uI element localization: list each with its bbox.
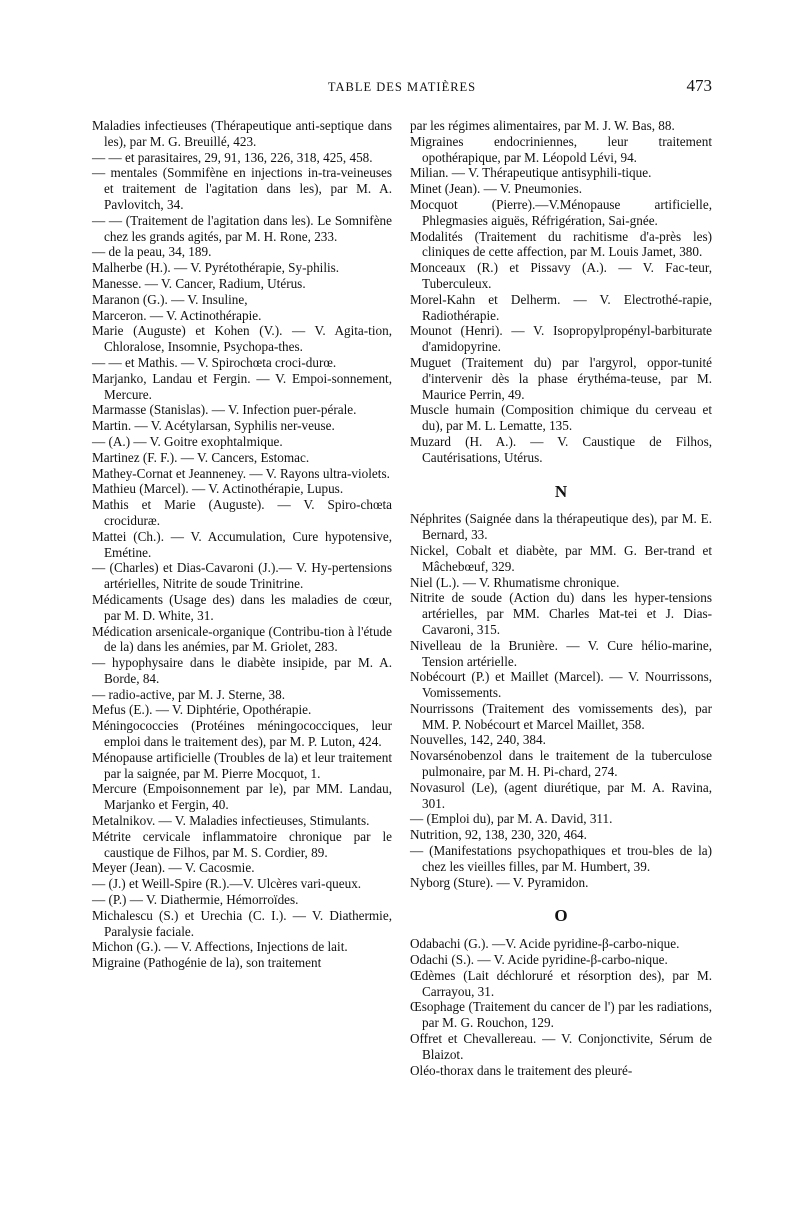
section-letter-o: O (554, 906, 568, 926)
index-entry: Muzard (H. A.). — V. Caustique de Filhos, Cautérisations, Utérus. (410, 433, 712, 465)
index-entry: — (A.) — V. Goitre exophtalmique. (92, 433, 283, 449)
index-entry: Marjanko, Landau et Fergin. — V. Empoi-sonnement, Mercure. (92, 370, 392, 402)
index-entry: — — et parasitaires, 29, 91, 136, 226, 318, 425, 458. (92, 149, 373, 165)
index-entry: Ménopause artificielle (Troubles de la) et leur traitement par la saignée, par M. Pierre Mocquot, 1. (92, 749, 392, 781)
index-entry: — de la peau, 34, 189. (92, 244, 212, 260)
index-entry: Œsophage (Traitement du cancer de l') par les radiations, par M. G. Rouchon, 129. (410, 999, 712, 1031)
index-entry: Marmasse (Stanislas). — V. Infection puer-pérale. (92, 402, 357, 418)
index-entry: — mentales (Sommifène en injections in-tra-veineuses et traitement de l'agitation dans les), par M. A. Pavlovitch, 34. (92, 165, 392, 212)
index-entry: Mattei (Ch.). — V. Accumulation, Cure hypotensive, Emétine. (92, 528, 392, 560)
index-entry: Mefus (E.). — V. Diphtérie, Opothérapie. (92, 702, 312, 718)
index-entry: Martinez (F. F.). — V. Cancers, Estomac. (92, 449, 310, 465)
index-entry: Modalités (Traitement du rachitisme d'a-près les) cliniques de cette affection, par M. Louis Jamet, 380. (410, 228, 712, 260)
index-entry: — — et Mathis. — V. Spirochœta croci-durœ. (92, 354, 337, 370)
index-entry: — (Charles) et Dias-Cavaroni (J.).— V. Hy-pertensions artérielles, Nitrite de soude Trinitrine. (92, 560, 392, 592)
left-column (92, 118, 392, 971)
index-entry: Nouvelles, 142, 240, 384. (410, 732, 546, 748)
index-entry: Migraine (Pathogénie de la), son traitement (92, 955, 322, 971)
index-entry: Mathey-Cornat et Jeanneney. — V. Rayons ultra-violets. (92, 465, 390, 481)
index-entry: par les régimes alimentaires, par M. J. W. Bas, 88. (410, 118, 675, 133)
index-entry: Morel-Kahn et Delherm. — V. Electrothé-rapie, Radiothérapie. (410, 291, 712, 323)
index-entry: Migraines endocriniennes, leur traitement opothérapique, par M. Léopold Lévi, 94. (410, 133, 712, 165)
page-number: 473 (686, 76, 712, 95)
index-entry: Nivelleau de la Brunière. — V. Cure hélio-marine, Tension artérielle. (410, 637, 712, 669)
index-entry: Nourrissons (Traitement des vomissements des), par MM. P. Nobécourt et Marcel Maillet, 358. (410, 700, 712, 732)
index-entry: Nobécourt (P.) et Maillet (Marcel). — V. Nourrissons, Vomissements. (410, 669, 712, 701)
index-entry: — (P.) — V. Diathermie, Hémorroïdes. (92, 892, 299, 908)
index-entry: Oléo-thorax dans le traitement des pleuré- (410, 1062, 633, 1078)
index-entry: — (Manifestations psychopathiques et trou-bles de la) chez les vieilles filles, par M. Humbert, 39. (410, 843, 712, 874)
index-entry: Nyborg (Sture). — V. Pyramidon. (410, 874, 589, 890)
index-entry: Odachi (S.). — V. Acide pyridine-β-carbo-nique. (410, 952, 668, 968)
index-entry: — (Emploi du), par M. A. David, 311. (410, 811, 613, 827)
index-entry: Minet (Jean). — V. Pneumonies. (410, 181, 583, 197)
index-entry: Néphrites (Saignée dans la thérapeutique des), par M. E. Bernard, 33. (410, 511, 712, 543)
index-entry: Maladies infectieuses (Thérapeutique anti-septique dans les), par M. G. Breuillé, 423. (92, 118, 392, 149)
index-entry: Mounot (Henri). — V. Isopropylpropényl-barbiturate d'amidopyrine. (410, 323, 712, 355)
index-entry: Muguet (Traitement du) par l'argyrol, oppor-tunité d'intervenir dès la phase érythéma-teuse, par M. Maurice Perrin, 49. (410, 354, 712, 402)
index-entry: Monceaux (R.) et Pissavy (A.). — V. Fac-teur, Tuberculeux. (410, 260, 712, 291)
index-entry: — hypophysaire dans le diabète insipide, par M. A. Borde, 84. (92, 655, 392, 686)
index-entry: Métrite cervicale inflammatoire chronique par le caustique de Filhos, par M. S. Cordier, 89. (92, 828, 392, 860)
index-entry: Marceron. — V. Actinothérapie. (92, 307, 262, 323)
index-entry: Odabachi (G.). —V. Acide pyridine-β-carbo-nique. (410, 936, 680, 952)
index-entry: Manesse. — V. Cancer, Radium, Utérus. (92, 275, 306, 291)
index-entry: Malherbe (H.). — V. Pyrétothérapie, Sy-philis. (92, 260, 340, 276)
index-entry: Niel (L.). — V. Rhumatisme chronique. (410, 574, 620, 590)
index-entry: Méningococcies (Protéines méningococciques, leur emploi dans le traitement des), par M. P. Luton, 424. (92, 718, 392, 750)
index-entry: Médication arsenicale-organique (Contribu-tion à l'étude de la) dans les anémies, par M. Griolet, 283. (92, 623, 392, 655)
index-entry: Mathieu (Marcel). — V. Actinothérapie, Lupus. (92, 481, 344, 497)
index-entry: — — (Traitement de l'agitation dans les). Le Somnifène chez les grands agités, par M. H. Rone, 233. (92, 212, 392, 244)
index-entry: Michalescu (S.) et Urechia (C. I.). — V. Diathermie, Paralysie faciale. (92, 907, 392, 939)
running-header (92, 76, 712, 102)
index-entry: Nickel, Cobalt et diabète, par MM. G. Ber-trand et Mâchebœuf, 329. (410, 542, 712, 574)
index-entry: Muscle humain (Composition chimique du cerveau et du), par M. L. Lematte, 135. (410, 402, 712, 434)
index-entry: Martin. — V. Acétylarsan, Syphilis ner-veuse. (92, 418, 335, 434)
index-entry: Marie (Auguste) et Kohen (V.). — V. Agita-tion, Chloralose, Insomnie, Psychopa-thes. (92, 323, 392, 355)
index-entry: Nutrition, 92, 138, 230, 320, 464. (410, 827, 587, 843)
index-entry: Mercure (Empoisonnement par le), par MM. Landau, Marjanko et Fergin, 40. (92, 781, 392, 813)
right-column-o-entries (410, 936, 712, 1078)
right-column-m-entries (410, 118, 712, 466)
index-entry: Maranon (G.). — V. Insuline, (92, 291, 248, 307)
index-entry: Offret et Chevallereau. — V. Conjonctivite, Sérum de Blaizot. (410, 1031, 712, 1062)
index-entry: Mathis et Marie (Auguste). — V. Spiro-chœta crociduræ. (92, 497, 392, 528)
index-entry: Michon (G.). — V. Affections, Injections de lait. (92, 939, 348, 955)
index-entry: Metalnikov. — V. Maladies infectieuses, Stimulants. (92, 813, 370, 829)
index-entry: Mocquot (Pierre).—V.Ménopause artificielle, Phlegmasies aiguës, Réfrigération, Sai-gnée. (410, 196, 712, 228)
index-entry: Nitrite de soude (Action du) dans les hyper-tensions artérielles, par MM. Charles Mat-tei et J. Dias-Cavaroni, 315. (410, 590, 712, 637)
right-column-n-entries (410, 511, 712, 890)
index-entry: Novasurol (Le), (agent diurétique, par M. A. Ravina, 301. (410, 779, 712, 811)
index-entry: Œdèmes (Lait déchloruré et résorption des), par M. Carrayou, 31. (410, 967, 712, 999)
index-entry: Médicaments (Usage des) dans les maladies de cœur, par M. D. White, 31. (92, 591, 392, 623)
index-entry: — radio-active, par M. J. Sterne, 38. (92, 686, 285, 702)
index-entry: Meyer (Jean). — V. Cacosmie. (92, 860, 255, 876)
header-title: TABLE DES MATIÈRES (327, 80, 477, 94)
index-entry: — (J.) et Weill-Spire (R.).—V. Ulcères vari-queux. (92, 876, 362, 892)
section-letter-n: N (554, 481, 568, 501)
right-column (410, 118, 712, 1078)
index-entry: Novarsénobenzol dans le traitement de la tuberculose pulmonaire, par M. H. Pi-chard, 274. (410, 748, 712, 780)
index-entry: Milian. — V. Thérapeutique antisyphili-tique. (410, 165, 652, 181)
